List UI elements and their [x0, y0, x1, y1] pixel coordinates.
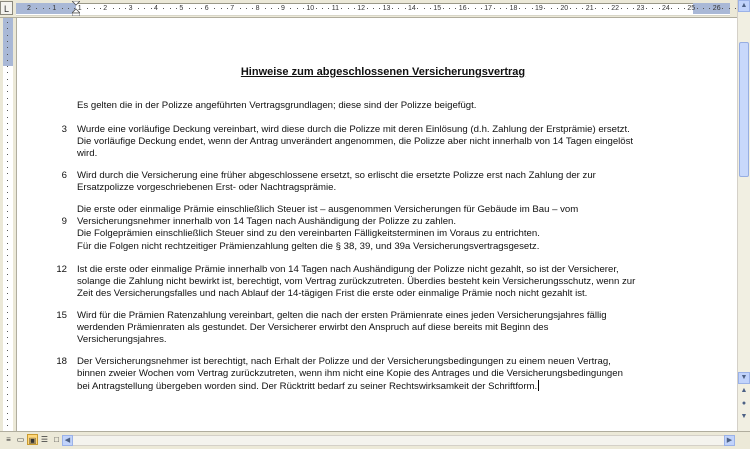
vertical-ruler-tick — [7, 350, 8, 351]
vertical-ruler-tick — [7, 28, 8, 29]
paragraph — [77, 264, 707, 301]
ruler-tick — [722, 8, 723, 9]
ruler-tick — [170, 8, 171, 9]
ruler-tick — [240, 8, 241, 9]
ruler-number: 12 — [357, 5, 365, 12]
ruler-number: 2 — [27, 5, 31, 12]
vertical-ruler-top-margin[interactable] — [3, 18, 13, 66]
vertical-ruler-tick — [7, 406, 8, 407]
paragraph-line: Ist die erste oder einmalige Prämie innerhalb von 14 Tagen nach Aushändigung der Polizze nicht gezahlt, so ist der Versicherer, — [77, 264, 619, 275]
web-view-icon[interactable]: ▭ — [16, 435, 25, 444]
paragraph-line: Die vorläufige Deckung endet, wenn der Antrag unverändert angenommen, die Polizze aber nicht innerhalb von 14 Tagen eingelöst — [77, 136, 634, 148]
line-number: 15 — [56, 310, 67, 321]
ruler-tick — [595, 8, 596, 9]
vertical-ruler-tick — [7, 400, 8, 401]
ruler-number: 25 — [687, 5, 696, 12]
ruler-tick — [684, 8, 685, 9]
vertical-ruler-tick — [7, 312, 8, 313]
vertical-ruler-tick — [7, 60, 8, 61]
vertical-ruler-tick — [7, 66, 8, 67]
vertical-ruler-tick — [7, 224, 8, 225]
vertical-ruler-tick — [7, 85, 8, 86]
paragraph-line: Für die Folgen nicht rechtzeitiger Prämienzahlung gelten die § 38, 39, und 39a Versicherungsvertragsgesetz. — [77, 240, 540, 252]
ruler-tick — [659, 8, 660, 9]
ruler-tick — [449, 8, 450, 9]
text-cursor — [538, 380, 539, 391]
ruler-tick — [475, 8, 476, 9]
vertical-ruler-tick — [7, 287, 8, 288]
horizontal-ruler[interactable] — [0, 0, 738, 18]
paragraph-line: Zeit des Versicherungsfalles und nach Ablauf der 14-tägigen Frist die erste oder einmalige Prämie noch nicht gezahlt ist. — [77, 288, 588, 300]
paragraph — [77, 310, 707, 347]
paragraph-line: solange die Zahlung nicht bewirkt ist, berechtigt, vom Vertrag zurückzutreten. Überdies besteht kein Versicherungsschutz, wenn zur — [77, 276, 636, 288]
vertical-ruler-tick — [7, 186, 8, 187]
ruler-tick — [525, 8, 526, 9]
ruler-tick — [519, 8, 520, 9]
paragraph-line: werdenden Prämienraten als gestundet. Der Versicherer erwirbt den Anspruch auf diese bereits mit Beginn des — [77, 322, 549, 334]
scroll-up-button[interactable]: ▲ — [738, 0, 750, 12]
ruler-tick — [163, 8, 164, 9]
vertical-ruler-tick — [7, 394, 8, 395]
ruler-number: 14 — [408, 5, 416, 12]
ruler-number: 1 — [77, 5, 82, 12]
ruler-number: 20 — [560, 5, 569, 12]
ruler-number: 3 — [128, 5, 133, 12]
ruler-tick — [328, 8, 329, 9]
ruler-tick — [430, 8, 431, 9]
vertical-ruler-tick — [7, 261, 8, 262]
paragraph — [77, 170, 707, 194]
ruler-tick — [68, 8, 69, 9]
vertical-ruler-tick — [7, 205, 8, 206]
outline-view-icon[interactable]: ☰ — [40, 435, 49, 444]
vertical-ruler-tick — [7, 375, 8, 376]
vertical-ruler-tick — [7, 331, 8, 332]
ruler-tick — [94, 8, 95, 9]
paragraph-line: Wird für die Prämien Ratenzahlung vereinbart, gelten die nach der ersten Prämienrate eines jeden Versicherungsjahres fällig — [77, 310, 607, 321]
ruler-tick — [113, 8, 114, 9]
ruler-tick — [36, 8, 37, 9]
ruler-tick — [709, 8, 710, 9]
ruler-number: 26 — [712, 5, 721, 12]
ruler-tick — [144, 8, 145, 9]
ruler-tick — [278, 8, 279, 9]
ruler-tick — [125, 8, 126, 9]
ruler-tick — [532, 8, 533, 9]
ruler-tick — [633, 8, 634, 9]
tab-selector-button[interactable]: L — [0, 1, 13, 15]
paragraph-line: Versicherungsnehmer innerhalb von 14 Tagen nach Aushändigung der Polizze zu zahlen. — [77, 216, 457, 228]
intro-paragraph: Es gelten die in der Polizze angeführten Vertragsgrundlagen; diese sind der Polizze beigefügt. — [77, 100, 477, 111]
print-layout-view-icon[interactable]: ▣ — [28, 436, 37, 445]
ruler-number: 24 — [662, 5, 670, 12]
vertical-ruler-tick — [7, 387, 8, 388]
scroll-thumb[interactable] — [739, 42, 749, 177]
ruler-number: 2 — [103, 5, 108, 12]
vertical-ruler-tick — [7, 117, 8, 118]
line-number: 9 — [61, 216, 67, 228]
ruler-tick — [671, 8, 672, 9]
vertical-ruler-tick — [7, 413, 8, 414]
vertical-ruler-tick — [7, 180, 8, 181]
ruler-tick — [379, 8, 380, 9]
ruler-number: 15 — [433, 5, 442, 12]
ruler-tick — [570, 8, 571, 9]
ruler-tick — [62, 8, 63, 9]
scroll-right-button[interactable]: ▶ — [724, 435, 735, 446]
vertical-scrollbar[interactable] — [737, 0, 750, 432]
ruler-right-margin[interactable] — [693, 3, 730, 14]
vertical-ruler-tick — [7, 293, 8, 294]
vertical-ruler-tick — [7, 135, 8, 136]
ruler-track — [16, 3, 730, 16]
ruler-tick — [392, 8, 393, 9]
vertical-ruler-tick — [7, 198, 8, 199]
ruler-tick — [138, 8, 139, 9]
vertical-ruler-tick — [7, 161, 8, 162]
vertical-ruler-tick — [7, 369, 8, 370]
ruler-number: 11 — [331, 5, 340, 12]
ruler-tick — [176, 8, 177, 9]
vertical-ruler-tick — [7, 356, 8, 357]
paragraph — [77, 356, 707, 394]
paragraph-line: Wird durch die Versicherung eine früher abgeschlossene ersetzt, so erlischt die ersetzte Polizze erst nach Zahlung der zur — [77, 170, 596, 181]
ruler-tick — [297, 8, 298, 9]
ruler-tick — [621, 8, 622, 9]
vertical-ruler-tick — [7, 274, 8, 275]
ruler-tick — [652, 8, 653, 9]
ruler-tick — [443, 8, 444, 9]
ruler-tick — [398, 8, 399, 9]
vertical-ruler-tick — [7, 243, 8, 244]
vertical-ruler-tick — [7, 104, 8, 105]
vertical-ruler-tick — [7, 41, 8, 42]
ruler-tick — [544, 8, 545, 9]
vertical-ruler-tick — [7, 91, 8, 92]
line-number: 12 — [56, 264, 67, 275]
ruler-number: 23 — [636, 5, 645, 12]
ruler-tick — [627, 8, 628, 9]
vertical-ruler-tick — [7, 236, 8, 237]
normal-view-icon[interactable]: ≡ — [6, 435, 11, 444]
vertical-ruler-tick — [7, 110, 8, 111]
ruler-tick — [246, 8, 247, 9]
vertical-ruler-tick — [7, 72, 8, 73]
vertical-ruler-tick — [7, 362, 8, 363]
ruler-tick — [151, 8, 152, 9]
paragraph-line: wird. — [77, 148, 98, 160]
vertical-ruler-tick — [7, 249, 8, 250]
ruler-tick — [506, 8, 507, 9]
ruler-tick — [500, 8, 501, 9]
ruler-tick — [576, 8, 577, 9]
paragraph-line: Ersatzpolizze vorgeschriebenen Erst- oder Nachtragsprämie. — [77, 182, 337, 194]
document-title: Hinweise zum abgeschlossenen Versicherungsvertrag — [240, 66, 526, 78]
paragraph — [77, 204, 707, 253]
ruler-tick — [424, 8, 425, 9]
vertical-ruler-tick — [7, 173, 8, 174]
vertical-ruler[interactable] — [0, 18, 17, 433]
line-number: 6 — [61, 170, 67, 181]
browse-object-icon[interactable]: ● — [738, 399, 750, 411]
vertical-ruler-tick — [7, 35, 8, 36]
ruler-number: 16 — [458, 5, 467, 12]
ruler-tick — [316, 8, 317, 9]
reading-view-icon[interactable]: □ — [54, 435, 59, 444]
ruler-number: 1 — [52, 5, 57, 12]
ruler-number: 18 — [509, 5, 518, 12]
ruler-tick — [195, 8, 196, 9]
line-number: 3 — [61, 124, 67, 135]
vertical-ruler-tick — [7, 230, 8, 231]
vertical-ruler-tick — [7, 54, 8, 55]
vertical-ruler-tick — [7, 217, 8, 218]
ruler-tick — [252, 8, 253, 9]
indent-marker-icon[interactable] — [72, 1, 80, 16]
ruler-tick — [290, 8, 291, 9]
ruler-tick — [227, 8, 228, 9]
ruler-number: 7 — [230, 5, 235, 12]
ruler-tick — [265, 8, 266, 9]
ruler-tick — [417, 8, 418, 9]
ruler-tick — [494, 8, 495, 9]
ruler-left-margin[interactable] — [16, 3, 76, 14]
ruler-number: 8 — [255, 5, 260, 12]
vertical-ruler-tick — [7, 255, 8, 256]
vertical-ruler-tick — [7, 79, 8, 80]
ruler-number: 17 — [484, 5, 492, 12]
vertical-ruler-tick — [7, 343, 8, 344]
vertical-ruler-tick — [7, 211, 8, 212]
paragraph-line: Die erste oder einmalige Prämie einschließlich Steuer ist – ausgenommen Versicherungen für Gebäude im Bau – vom — [77, 204, 579, 215]
vertical-ruler-tick — [7, 154, 8, 155]
ruler-tick — [703, 8, 704, 9]
vertical-ruler-tick — [7, 47, 8, 48]
vertical-ruler-tick — [7, 280, 8, 281]
vertical-ruler-tick — [7, 324, 8, 325]
ruler-tick — [697, 8, 698, 9]
paragraph-line: Wurde eine vorläufige Deckung vereinbart, wird diese durch die Polizze mit deren Einlösung (d.h. Zahlung der Erstprämie) ersetzt. — [77, 124, 630, 135]
ruler-tick — [43, 8, 44, 9]
paragraph-line: Der Versicherungsnehmer ist berechtigt, nach Erhalt der Polizze und der Versicherungsbedingungen zu einem neuen Vertrag, — [77, 356, 611, 367]
ruler-tick — [189, 8, 190, 9]
vertical-ruler-track — [3, 18, 13, 433]
ruler-tick — [646, 8, 647, 9]
vertical-ruler-tick — [7, 129, 8, 130]
paragraph-line: binnen zweier Wochen vom Vertrag zurückzutreten, wenn ihm nicht eine Kopie des Antrages und die Versicherungsbedingungen — [77, 368, 623, 380]
document-page[interactable] — [17, 18, 737, 432]
ruler-number: 4 — [154, 5, 158, 12]
ruler-tick — [455, 8, 456, 9]
ruler-tick — [608, 8, 609, 9]
ruler-tick — [303, 8, 304, 9]
ruler-tick — [221, 8, 222, 9]
ruler-tick — [354, 8, 355, 9]
ruler-tick — [582, 8, 583, 9]
ruler-tick — [119, 8, 120, 9]
ruler-tick — [678, 8, 679, 9]
scroll-down-button[interactable]: ▼ — [738, 372, 750, 384]
ruler-number: 19 — [535, 5, 543, 12]
vertical-ruler-tick — [7, 148, 8, 149]
scroll-left-button[interactable]: ◀ — [62, 435, 73, 446]
vertical-ruler-tick — [7, 98, 8, 99]
vertical-ruler-tick — [7, 167, 8, 168]
vertical-ruler-tick — [7, 337, 8, 338]
vertical-ruler-tick — [7, 142, 8, 143]
ruler-number: 22 — [611, 5, 619, 12]
ruler-tick — [602, 8, 603, 9]
ruler-tick — [49, 8, 50, 9]
paragraph-line: Die Folgeprämien einschließlich Steuer sind zu den vereinbarten Fälligkeitsterminen im Voraus zu entrichten. — [77, 228, 540, 240]
paragraph — [77, 124, 707, 161]
ruler-tick — [481, 8, 482, 9]
ruler-tick — [729, 8, 730, 9]
paragraph-line: bei Antragstellung übergeben worden sind. Der Rücktritt bedarf zu seiner Rechtswirksamkeit der Schriftform. — [77, 381, 538, 393]
ruler-number: 10 — [306, 5, 315, 12]
ruler-tick — [348, 8, 349, 9]
line-number: 18 — [56, 356, 67, 367]
ruler-number: 5 — [179, 5, 184, 12]
previous-page-icon[interactable]: ▲ — [738, 386, 750, 398]
vertical-ruler-tick — [7, 425, 8, 426]
ruler-tick — [735, 8, 736, 9]
ruler-tick — [373, 8, 374, 9]
ruler-tick — [557, 8, 558, 9]
ruler-number: 6 — [204, 5, 209, 12]
vertical-ruler-tick — [7, 268, 8, 269]
ruler-tick — [201, 8, 202, 9]
ruler-number: 21 — [585, 5, 594, 12]
vertical-ruler-tick — [7, 22, 8, 23]
vertical-ruler-tick — [7, 381, 8, 382]
horizontal-scrollbar[interactable] — [62, 435, 735, 446]
ruler-number: 13 — [382, 5, 391, 12]
ruler-tick — [367, 8, 368, 9]
ruler-tick — [468, 8, 469, 9]
ruler-tick — [100, 8, 101, 9]
ruler-tick — [271, 8, 272, 9]
vertical-ruler-tick — [7, 123, 8, 124]
vertical-ruler-tick — [7, 192, 8, 193]
paragraph-line: Versicherungsjahres. — [77, 334, 167, 346]
vertical-ruler-tick — [7, 306, 8, 307]
ruler-tick — [341, 8, 342, 9]
vertical-ruler-tick — [7, 419, 8, 420]
ruler-tick — [405, 8, 406, 9]
ruler-tick — [214, 8, 215, 9]
ruler-tick — [322, 8, 323, 9]
vertical-ruler-tick — [7, 318, 8, 319]
ruler-tick — [87, 8, 88, 9]
next-page-icon[interactable]: ▼ — [738, 412, 750, 424]
ruler-tick — [551, 8, 552, 9]
vertical-ruler-tick — [7, 299, 8, 300]
view-bar — [0, 431, 750, 449]
ruler-number: 9 — [281, 5, 285, 12]
